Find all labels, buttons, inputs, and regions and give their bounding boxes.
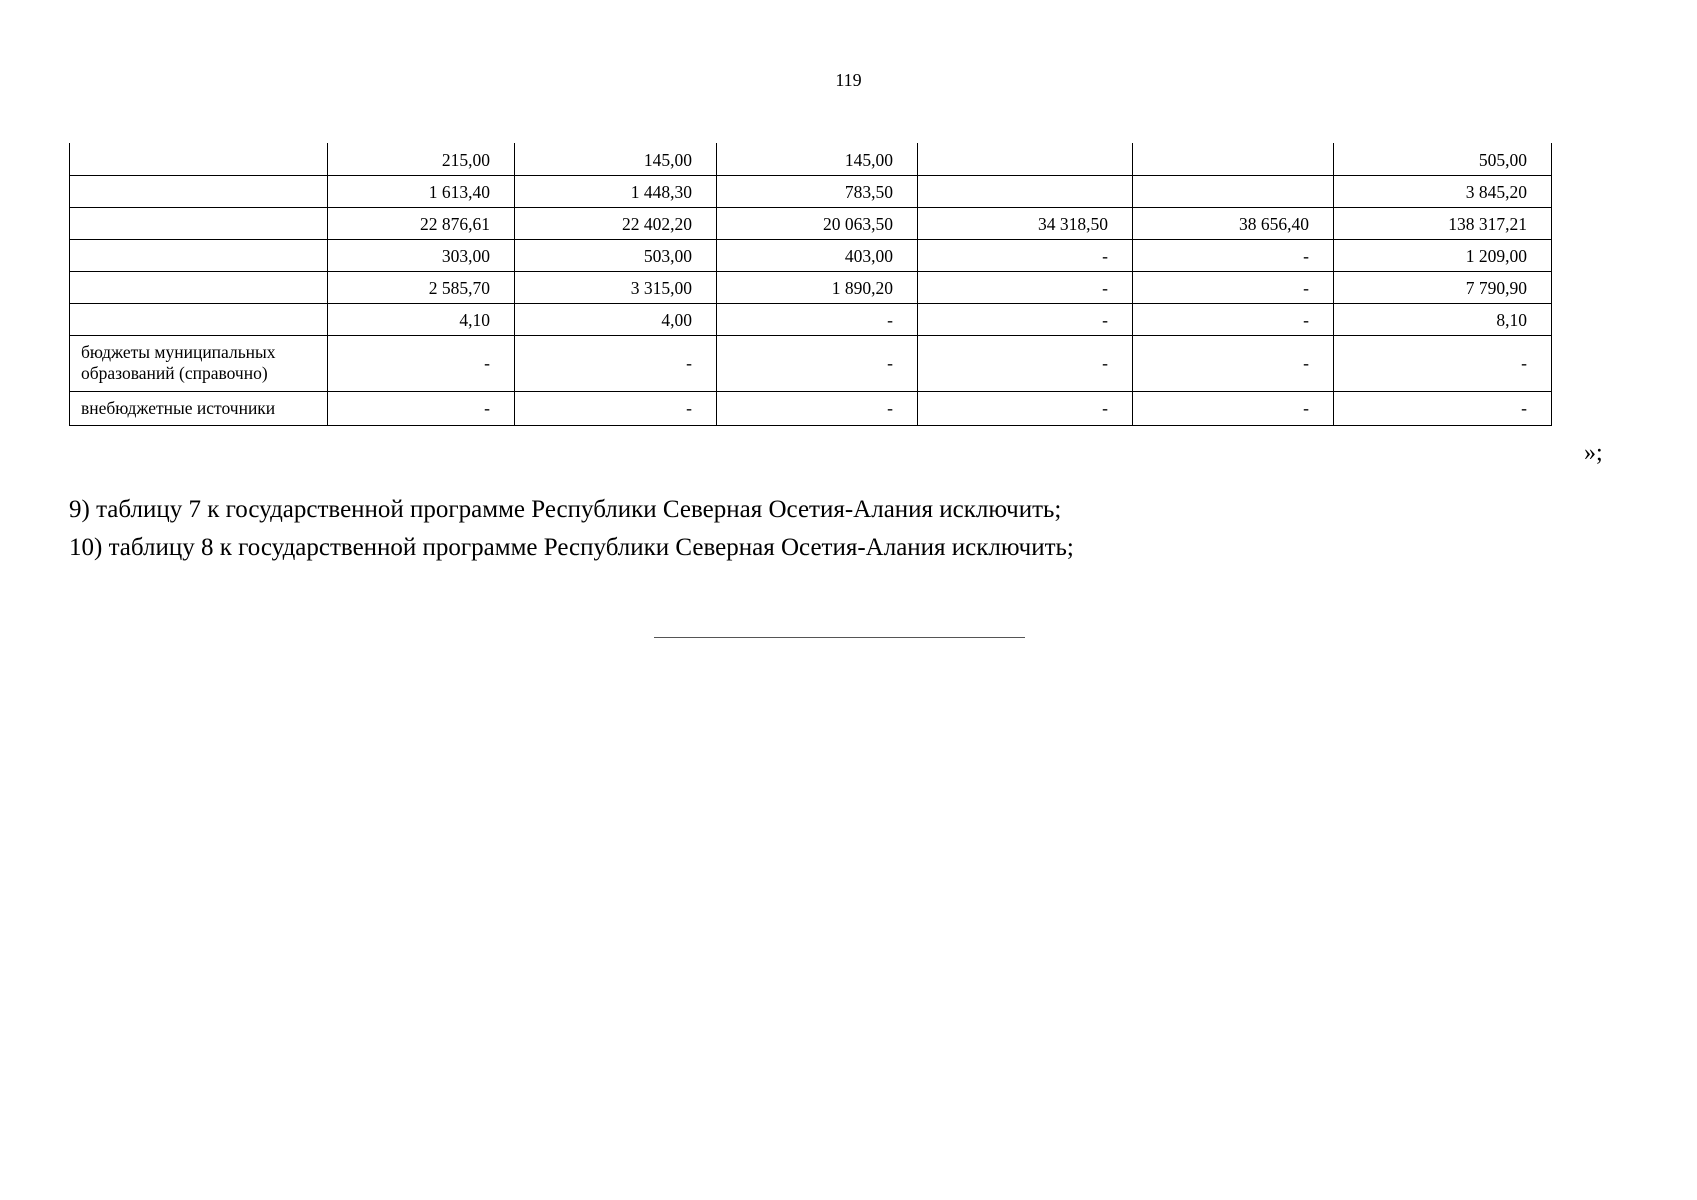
table-cell: 4,00 (515, 303, 717, 335)
row-label: внебюджетные источники (70, 391, 328, 425)
table-cell: 4,10 (328, 303, 515, 335)
table-cell: 138 317,21 (1334, 207, 1552, 239)
table-cell: 3 315,00 (515, 271, 717, 303)
table-cell: 145,00 (717, 143, 918, 175)
table-cell: 1 448,30 (515, 175, 717, 207)
table-cell: 503,00 (515, 239, 717, 271)
table-cell: - (1133, 239, 1334, 271)
table-cell: - (1133, 391, 1334, 425)
closing-quote: »; (1584, 440, 1603, 466)
table-row (70, 271, 1552, 303)
table-cell: - (1133, 335, 1334, 391)
table-cell: 20 063,50 (717, 207, 918, 239)
table-cell: 8,10 (1334, 303, 1552, 335)
table-cell: - (515, 391, 717, 425)
table-row (70, 335, 1552, 391)
table-cell: - (717, 391, 918, 425)
table-cell: - (1133, 303, 1334, 335)
table-cell: 145,00 (515, 143, 717, 175)
table-row (70, 175, 1552, 207)
end-divider (654, 637, 1025, 638)
page-number: 119 (835, 70, 862, 90)
table-cell (1133, 175, 1334, 207)
table-cell: - (1133, 271, 1334, 303)
table-cell: - (328, 335, 515, 391)
table-cell: - (918, 271, 1133, 303)
table-cell: - (717, 303, 918, 335)
table-cell: 2 585,70 (328, 271, 515, 303)
table-cell: 403,00 (717, 239, 918, 271)
table-cell: - (515, 335, 717, 391)
row-label (70, 207, 328, 239)
table-cell: 1 209,00 (1334, 239, 1552, 271)
row-label (70, 271, 328, 303)
table-cell: 38 656,40 (1133, 207, 1334, 239)
row-label (70, 175, 328, 207)
table-cell: 22 402,20 (515, 207, 717, 239)
table-cell: - (918, 391, 1133, 425)
table-cell: 303,00 (328, 239, 515, 271)
table-cell: - (918, 335, 1133, 391)
table-cell: 3 845,20 (1334, 175, 1552, 207)
table-cell: 7 790,90 (1334, 271, 1552, 303)
table-cell: - (1334, 391, 1552, 425)
table-cell: 783,50 (717, 175, 918, 207)
list-item-10: 10) таблицу 8 к государственной программе Республики Северная Осетия-Алания исключить; (69, 534, 1074, 561)
table-cell: 1 890,20 (717, 271, 918, 303)
table-cell: 22 876,61 (328, 207, 515, 239)
table-cell (1133, 143, 1334, 175)
row-label (70, 143, 328, 175)
table-cell: 505,00 (1334, 143, 1552, 175)
table-row (70, 303, 1552, 335)
table-cell: - (717, 335, 918, 391)
table-cell: 34 318,50 (918, 207, 1133, 239)
table-cell: 1 613,40 (328, 175, 515, 207)
table-row (70, 391, 1552, 425)
table-cell (918, 175, 1133, 207)
row-label (70, 303, 328, 335)
funding-table (69, 143, 1552, 426)
table-cell (918, 143, 1133, 175)
table-cell: - (328, 391, 515, 425)
table-row (70, 207, 1552, 239)
table-cell: - (1334, 335, 1552, 391)
list-item-9: 9) таблицу 7 к государственной программе Республики Северная Осетия-Алания исключить; (69, 496, 1062, 523)
row-label (70, 239, 328, 271)
table-cell: 215,00 (328, 143, 515, 175)
table-row (70, 143, 1552, 175)
row-label: бюджеты муниципальных образований (справочно) (70, 335, 328, 391)
table-cell: - (918, 239, 1133, 271)
table-row (70, 239, 1552, 271)
table-cell: - (918, 303, 1133, 335)
